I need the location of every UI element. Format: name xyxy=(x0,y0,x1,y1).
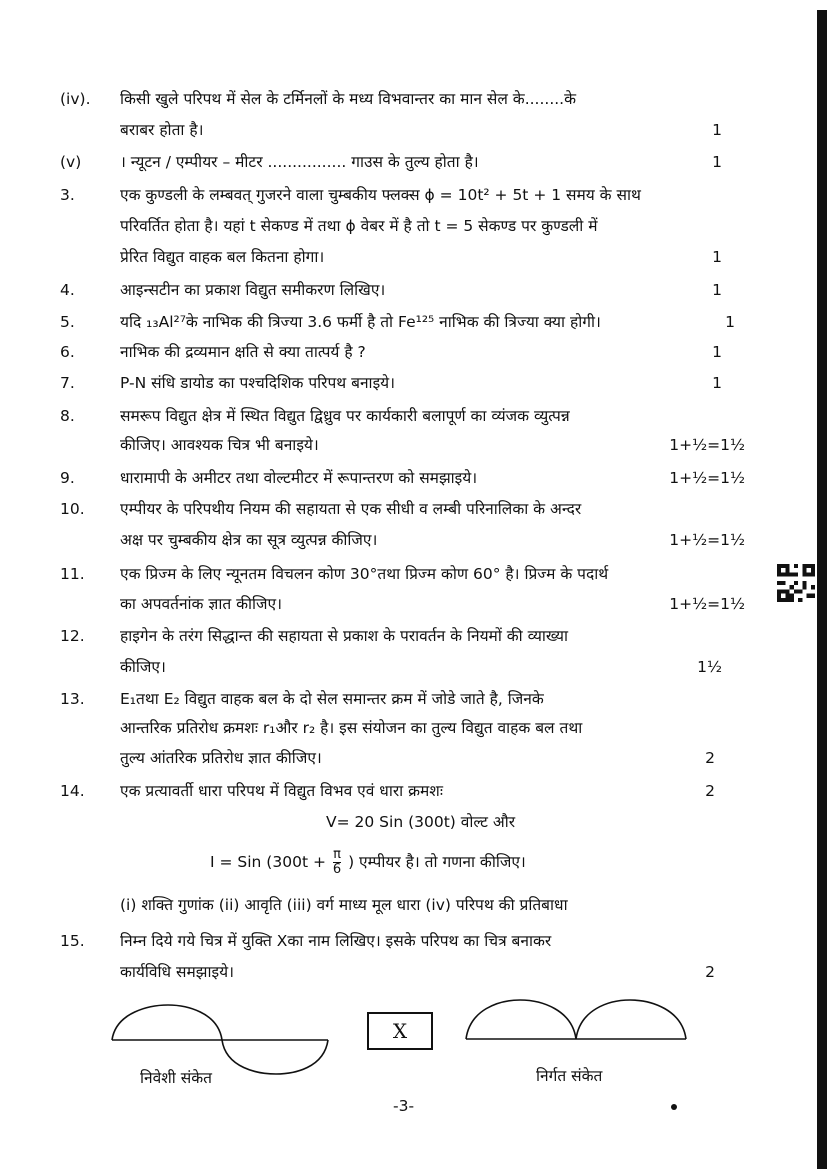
question-marks: 2 xyxy=(705,963,715,981)
question-number: 4. xyxy=(60,281,75,299)
question-marks: 1 xyxy=(712,248,722,266)
question-text-line: यदि ₁₃Al²⁷के नाभिक की त्रिज्या 3.6 फर्मी है तो Fe¹²⁵ नाभिक की त्रिज्या क्या होगी। xyxy=(120,313,601,331)
question-text-line: । न्यूटन / एम्पीयर – मीटर ................ गाउस के तुल्य होता है। xyxy=(120,153,479,171)
question-number: 3. xyxy=(60,186,75,204)
question-marks: 1+½=1½ xyxy=(669,469,745,487)
question-text-line: कीजिए। xyxy=(120,658,166,676)
output-signal-hump-1 xyxy=(466,1000,576,1039)
input-signal-label: निवेशी संकेत xyxy=(140,1069,212,1087)
question-marks: 2 xyxy=(705,749,715,767)
current-equation-start: I = Sin (300t + xyxy=(210,853,331,871)
question-text-line: तुल्य आंतरिक प्रतिरोध ज्ञात कीजिए। xyxy=(120,749,322,767)
question-text-line: एक कुण्डली के लम्बवत् गुजरने वाला चुम्बकीय फ्लक्स ϕ = 10t² + 5t + 1 समय के साथ xyxy=(120,186,641,204)
question-marks: 1 xyxy=(712,153,722,171)
question-parts: (i) शक्ति गुणांक (ii) आवृति (iii) वर्ग माध्य मूल धारा (iv) परिपथ की प्रतिबाधा xyxy=(120,896,568,914)
question-marks: 1 xyxy=(712,374,722,392)
fraction-denominator: 6 xyxy=(332,862,342,877)
question-marks: 1 xyxy=(712,121,722,139)
question-number: (iv). xyxy=(60,90,91,108)
fraction-numerator: π xyxy=(333,847,341,862)
question-text-line: आन्तरिक प्रतिरोध क्रमशः r₁और r₂ है। इस संयोजन का तुल्य विद्युत वाहक बल तथा xyxy=(120,719,583,737)
output-signal-label: निर्गत संकेत xyxy=(536,1067,603,1085)
question-number: 12. xyxy=(60,627,85,645)
question-text-line: E₁तथा E₂ विद्युत वाहक बल के दो सेल समान्तर क्रम में जोडे जाते है, जिनके xyxy=(120,690,544,708)
question-text-line: एम्पीयर के परिपथीय नियम की सहायता से एक सीधी व लम्बी परिनालिका के अन्दर xyxy=(120,500,582,518)
voltage-equation: V= 20 Sin (300t) वोल्ट और xyxy=(326,813,516,831)
question-text-line: निम्न दिये गये चित्र में युक्ति Xका नाम लिखिए। इसके परिपथ का चित्र बनाकर xyxy=(120,932,552,950)
input-signal-positive-half xyxy=(112,1005,222,1040)
question-number: 13. xyxy=(60,690,85,708)
question-number: 11. xyxy=(60,565,85,583)
input-signal-negative-half xyxy=(222,1040,328,1074)
current-equation-end: ) एम्पीयर है। तो गणना कीजिए। xyxy=(343,853,526,871)
question-number: 7. xyxy=(60,374,75,392)
question-number: (v) xyxy=(60,153,82,171)
question-marks: 1½ xyxy=(697,658,722,676)
output-signal-hump-2 xyxy=(576,1000,686,1039)
question-marks: 1 xyxy=(712,343,722,361)
question-text-line: नाभिक की द्रव्यमान क्षति से क्या तात्पर्य है ? xyxy=(120,343,366,361)
qr-code xyxy=(777,563,815,603)
question-text-line: का अपवर्तनांक ज्ञात कीजिए। xyxy=(120,595,282,613)
question-text-line: P-N संधि डायोड का पश्चदिशिक परिपथ बनाइये। xyxy=(120,374,396,392)
question-text-line: कीजिए। आवश्यक चित्र भी बनाइये। xyxy=(120,436,319,454)
stray-dot xyxy=(671,1104,677,1110)
question-text-line: अक्ष पर चुम्बकीय क्षेत्र का सूत्र व्युत्पन्न कीजिए। xyxy=(120,531,378,549)
question-text-line: हाइगेन के तरंग सिद्धान्त की सहायता से प्रकाश के परावर्तन के नियमों की व्याख्या xyxy=(120,627,568,645)
question-text-line: प्रेरित विद्युत वाहक बल कितना होगा। xyxy=(120,248,325,266)
question-text-line: धारामापी के अमीटर तथा वोल्टमीटर में रूपान्तरण को समझाइये। xyxy=(120,469,478,487)
question-text-line: एक प्रिज्म के लिए न्यूनतम विचलन कोण 30°तथा प्रिज्म कोण 60° है। प्रिज्म के पदार्थ xyxy=(120,565,609,583)
question-number: 8. xyxy=(60,407,75,425)
question-number: 14. xyxy=(60,782,85,800)
question-text-line: परिवर्तित होता है। यहां t सेकण्ड में तथा ϕ वेबर में है तो t = 5 सेकण्ड पर कुण्डली में xyxy=(120,217,598,235)
question-marks: 1+½=1½ xyxy=(669,531,745,549)
question-marks: 1+½=1½ xyxy=(669,595,745,613)
question-marks: 1+½=1½ xyxy=(669,436,745,454)
question-number: 9. xyxy=(60,469,75,487)
question-text-line: एक प्रत्यावर्ती धारा परिपथ में विद्युत विभव एवं धारा क्रमशः xyxy=(120,782,443,800)
question-marks: 1 xyxy=(712,281,722,299)
question-number: 6. xyxy=(60,343,75,361)
question-marks: 1 xyxy=(725,313,735,331)
question-number: 10. xyxy=(60,500,85,518)
question-marks: 2 xyxy=(705,782,715,800)
page-number: -3- xyxy=(393,1097,415,1115)
question-text-line: किसी खुले परिपथ में सेल के टर्मिनलों के मध्य विभवान्तर का मान सेल के........के xyxy=(120,90,577,108)
question-text-line: समरूप विद्युत क्षेत्र में स्थित विद्युत द्विध्रुव पर कार्यकारी बलापूर्ण का व्यंजक व्युत्पन्न xyxy=(120,407,570,425)
question-text-line: कार्यविधि समझाइये। xyxy=(120,963,234,981)
device-x-box xyxy=(367,1012,433,1050)
question-text-line: बराबर होता है। xyxy=(120,121,204,139)
device-x-label: X xyxy=(392,1019,408,1043)
question-number: 15. xyxy=(60,932,85,950)
question-text-line: आइन्सटीन का प्रकाश विद्युत समीकरण लिखिए। xyxy=(120,281,386,299)
question-number: 5. xyxy=(60,313,75,331)
